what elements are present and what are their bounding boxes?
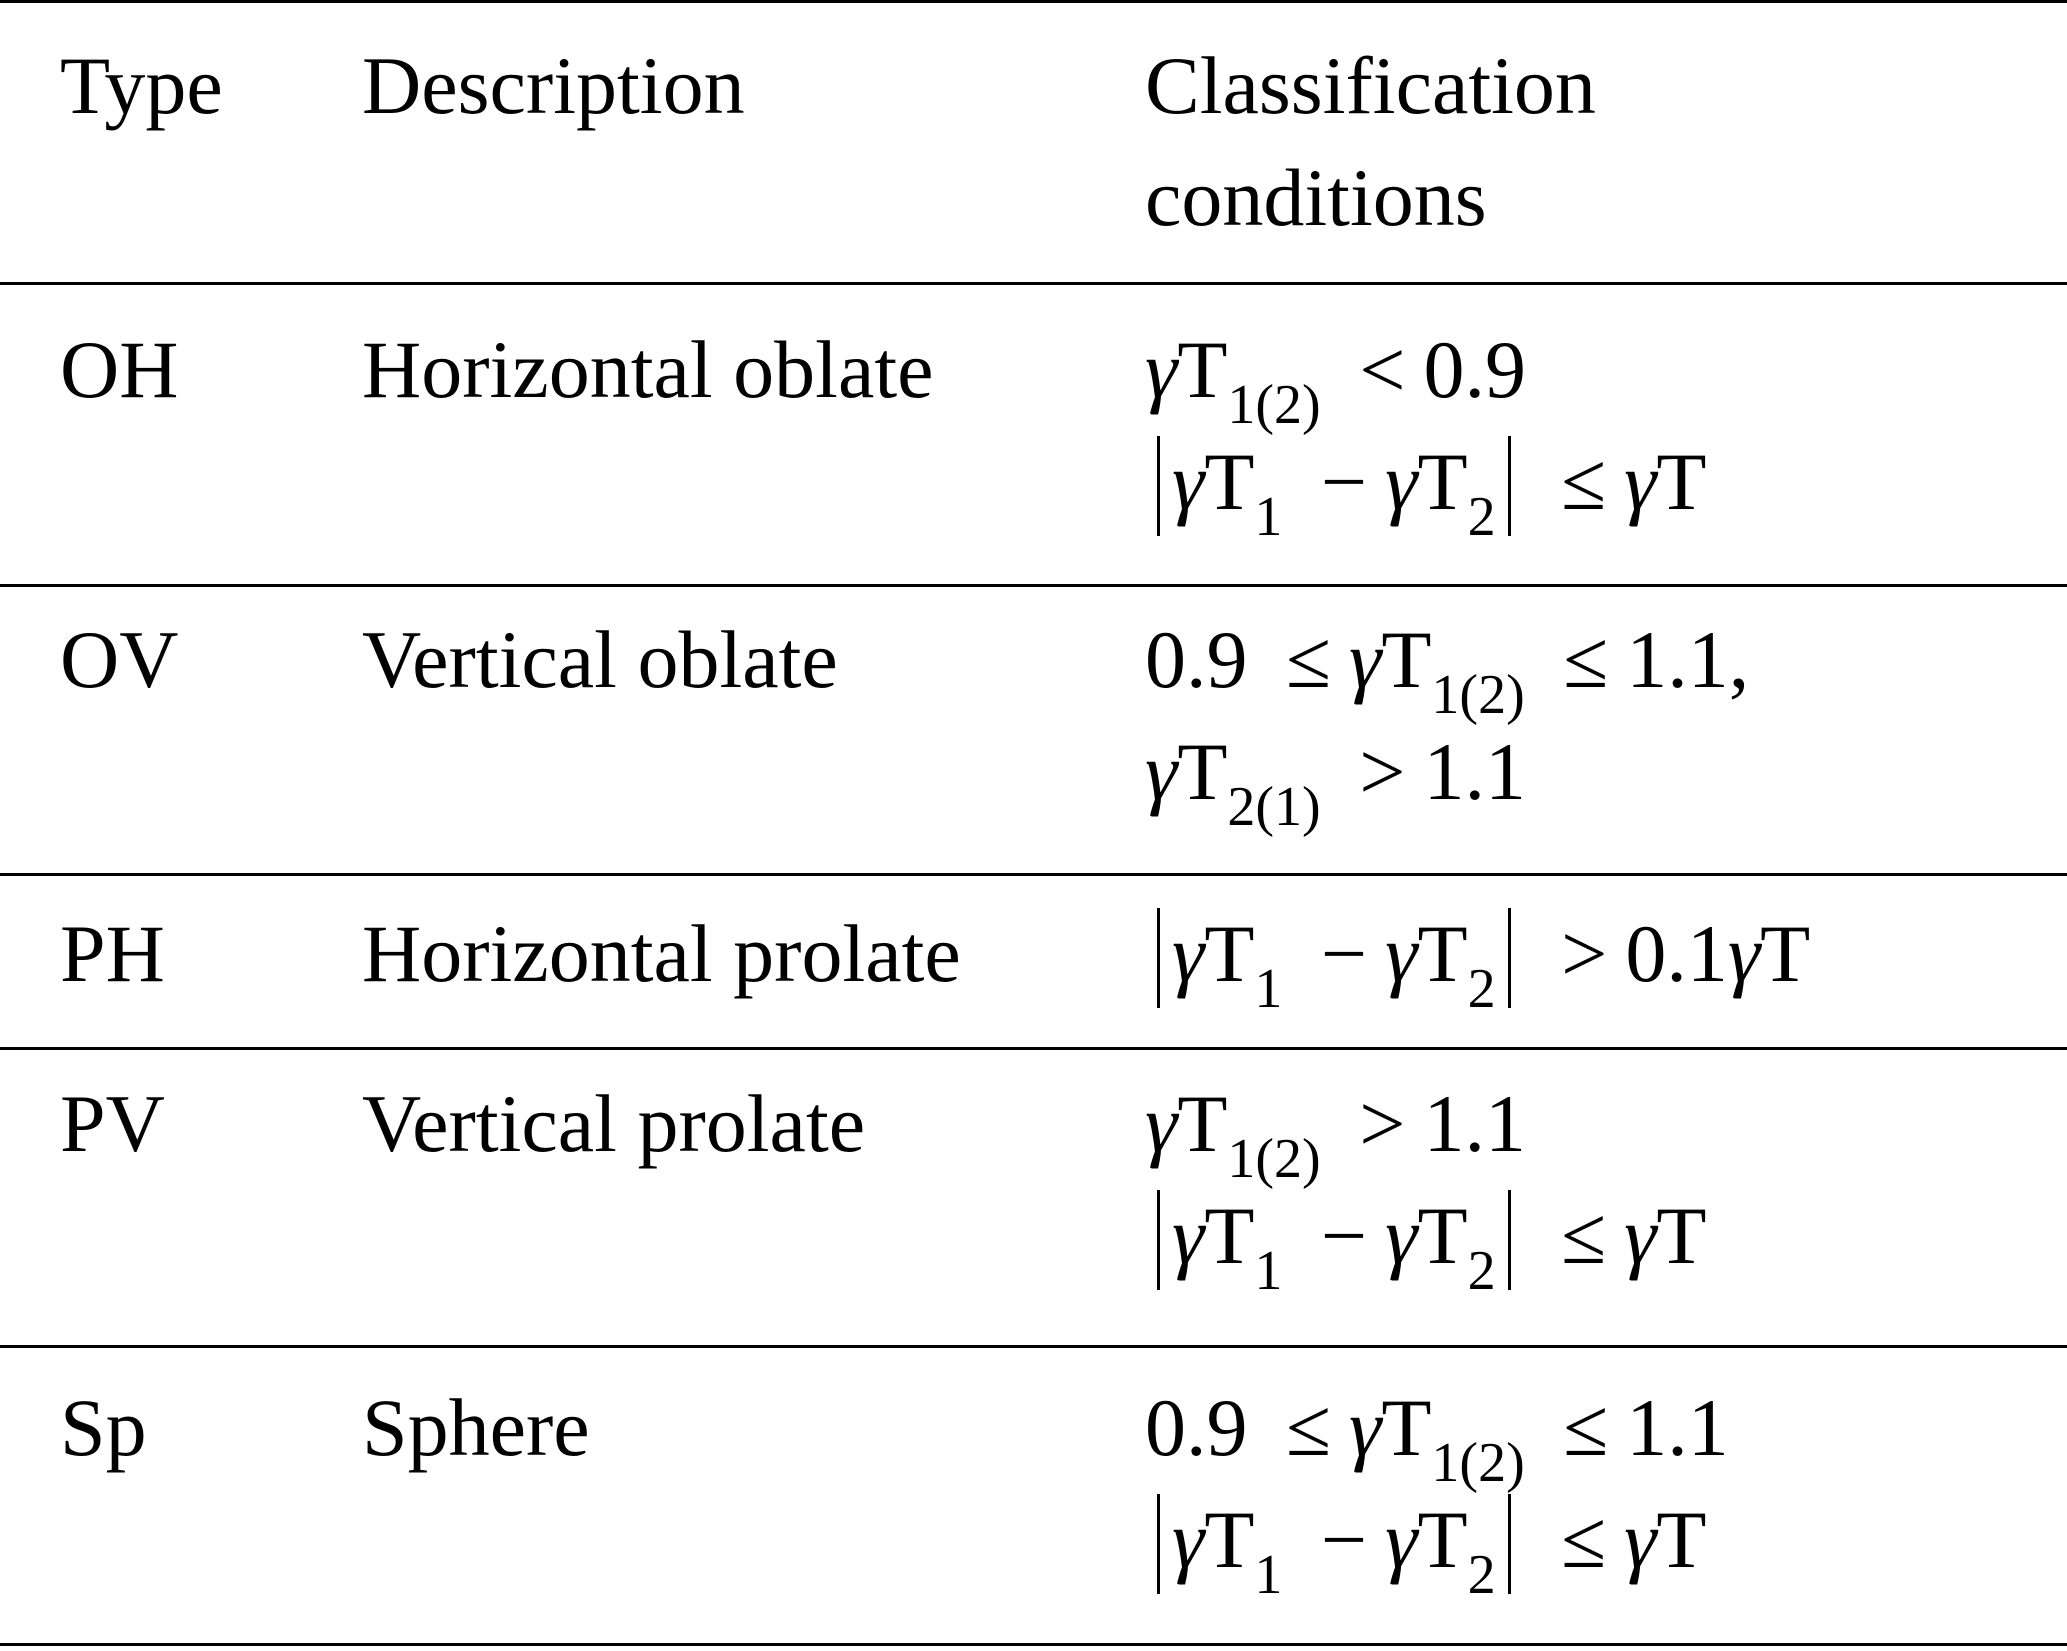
row-type-label: PH [60,908,165,999]
subscript-t: T [1381,614,1432,705]
operator: > [1359,726,1406,817]
row-description-label: Horizontal prolate [362,908,961,999]
gamma-symbol: γ [1145,726,1178,817]
gamma-symbol: γ [1349,614,1382,705]
row-separator [0,584,2067,587]
row-description-label: Sphere [362,1382,590,1473]
condition-line [1145,716,1749,838]
gamma-symbol: γ [1727,908,1761,999]
subscript-t: T [1760,908,1811,999]
gamma-symbol: γ [1145,1078,1178,1169]
number-value: 0.9 [1423,324,1526,415]
condition-line [1145,1180,1707,1302]
row-ph-type [60,898,165,1010]
gamma-symbol: γ [1172,1190,1205,1281]
subscript-t: T [1417,908,1468,999]
row-type-label: OV [60,614,179,705]
gamma-symbol: γ [1172,1494,1205,1585]
row-ph-description [362,898,961,1010]
operator: ≤ [1563,1382,1609,1473]
abs-bar-right [1508,1494,1511,1594]
gamma-symbol: γ [1624,1494,1657,1585]
operator: > [1561,908,1608,999]
row-separator [0,873,2067,876]
abs-bar-right [1508,436,1511,536]
condition-line [1145,1068,1706,1190]
subscript-t: T [1656,1494,1707,1585]
subscript-t: T [1204,1494,1255,1585]
header-conditions-line1: Classification [1145,40,1596,131]
condition-line [1145,314,1706,436]
row-type-label: OH [60,324,179,415]
row-sp-conditions [1145,1372,1729,1606]
number-value: 0.1 [1625,908,1728,999]
subscript-t: T [1177,324,1228,415]
subscript-index: 2 [1467,486,1496,548]
operator: − [1320,908,1368,999]
subscript-index: 1 [1254,1544,1283,1606]
abs-bar-right [1508,1190,1511,1290]
condition-line [1145,426,1707,548]
subscript-index: 1(2) [1227,1128,1321,1190]
row-type-label: PV [60,1078,165,1169]
gamma-symbol: γ [1624,436,1657,527]
comma: , [1728,614,1750,705]
subscript-t: T [1417,1494,1468,1585]
subscript-index: 1 [1254,958,1283,1020]
subscript-index: 2 [1467,1240,1496,1302]
row-description-label: Vertical oblate [362,614,838,705]
subscript-t: T [1417,436,1468,527]
gamma-symbol: γ [1349,1382,1382,1473]
operator: ≤ [1561,1494,1607,1585]
row-separator [0,1345,2067,1348]
abs-bar-left [1157,908,1160,1008]
operator: ≤ [1286,614,1332,705]
condition-line [1145,1372,1729,1494]
subscript-index: 2(1) [1227,776,1321,838]
gamma-symbol: γ [1172,436,1205,527]
row-oh-conditions [1145,314,1707,548]
number-value: 0.9 [1145,614,1248,705]
condition-line [1145,1484,1729,1606]
number-value: 1.1 [1423,726,1526,817]
row-type-label: Sp [60,1382,147,1473]
header-description [362,30,745,142]
subscript-t: T [1417,1190,1468,1281]
row-oh-description [362,314,934,426]
header-conditions [1145,30,1596,254]
row-oh-type [60,314,178,426]
row-sp-type [60,1372,147,1484]
condition-line [1145,898,1811,1020]
row-separator [0,1047,2067,1050]
header-type [60,30,223,142]
header-conditions-line2: conditions [1145,152,1487,243]
subscript-t: T [1177,1078,1228,1169]
gamma-symbol: γ [1385,1494,1418,1585]
abs-bar-left [1157,1190,1160,1290]
subscript-t: T [1204,908,1255,999]
operator: − [1320,1190,1368,1281]
operator: ≤ [1561,436,1607,527]
number-value: 0.9 [1145,1382,1248,1473]
abs-bar-left [1157,1494,1160,1594]
subscript-index: 1(2) [1431,664,1525,726]
subscript-t: T [1656,1190,1707,1281]
row-pv-type [60,1068,165,1180]
row-ov-conditions [1145,604,1750,838]
header-bottom-rule [0,282,2067,285]
number-value: 1.1 [1423,1078,1526,1169]
header-description-label: Description [362,40,745,131]
number-value: 1.1 [1626,1382,1729,1473]
gamma-symbol: γ [1145,324,1178,415]
condition-line [1145,604,1750,726]
subscript-t: T [1204,436,1255,527]
subscript-index: 2 [1467,958,1496,1020]
gamma-symbol: γ [1172,908,1205,999]
subscript-t: T [1177,726,1228,817]
subscript-index: 1 [1254,486,1283,548]
gamma-symbol: γ [1385,908,1418,999]
subscript-index: 1(2) [1431,1432,1525,1494]
gamma-symbol: γ [1385,436,1418,527]
header-type-label: Type [60,40,223,131]
row-description-label: Vertical prolate [362,1078,866,1169]
abs-bar-left [1157,436,1160,536]
row-sp-description [362,1372,590,1484]
operator: − [1320,1494,1368,1585]
table-bottom-rule [0,1643,2067,1646]
number-value: 1.1 [1626,614,1729,705]
table-top-rule [0,0,2067,3]
operator: − [1320,436,1368,527]
operator: ≤ [1561,1190,1607,1281]
subscript-index: 1(2) [1227,374,1321,436]
row-ph-conditions [1145,898,1811,1020]
subscript-t: T [1204,1190,1255,1281]
operator: ≤ [1563,614,1609,705]
row-ov-description [362,604,838,716]
operator: < [1359,324,1406,415]
operator: ≤ [1286,1382,1332,1473]
row-ov-type [60,604,178,716]
gamma-symbol: γ [1385,1190,1418,1281]
row-description-label: Horizontal oblate [362,324,934,415]
row-pv-conditions [1145,1068,1707,1302]
gamma-symbol: γ [1624,1190,1657,1281]
subscript-t: T [1381,1382,1432,1473]
subscript-t: T [1656,436,1707,527]
subscript-index: 2 [1467,1544,1496,1606]
abs-bar-right [1508,908,1511,1008]
row-pv-description [362,1068,865,1180]
operator: > [1359,1078,1406,1169]
subscript-index: 1 [1254,1240,1283,1302]
